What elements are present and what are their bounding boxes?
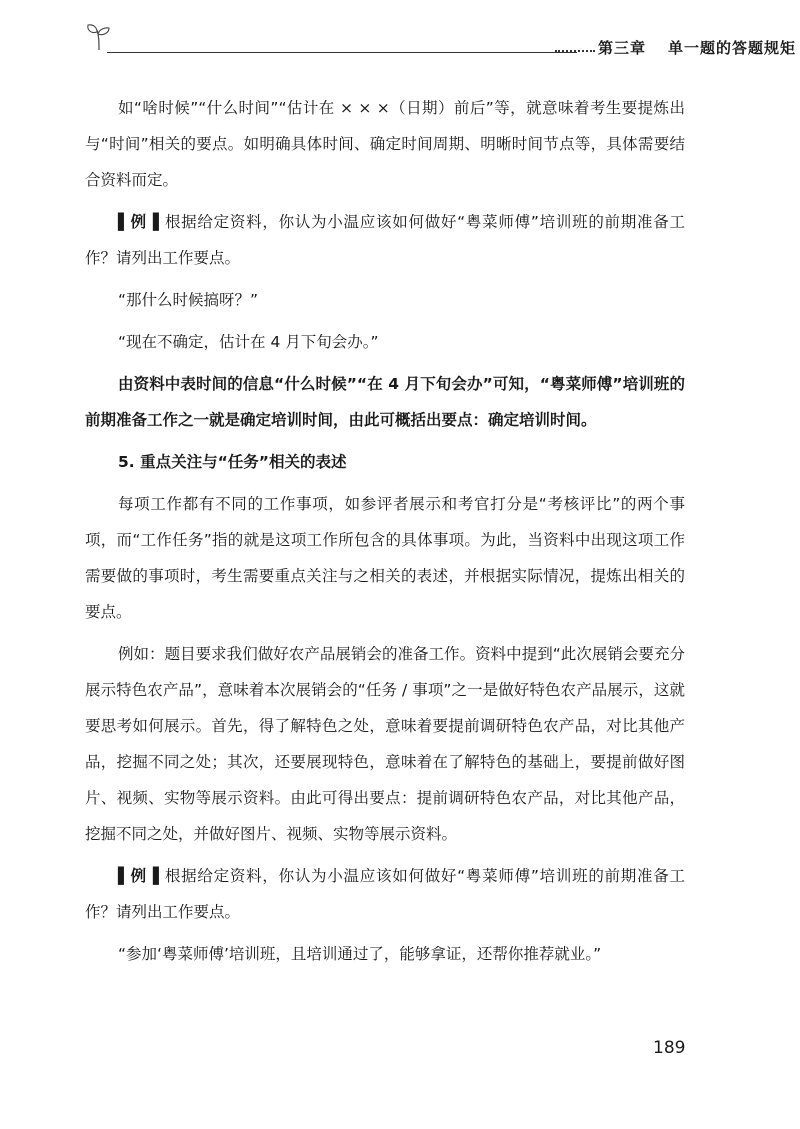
running-header (85, 22, 797, 62)
example-label-close: ▐ (146, 867, 165, 885)
header-rule-dots (555, 50, 595, 55)
paragraph: 例如：题目要求我们做好农产品展销会的准备工作。资料中提到“此次展销会要充分展示特色农产品”，意味着本次展销会的“任务 / 事项”之一是做好特色农产品展示，这就要思考如何展示。首先，得了解特色之处，意味着要提前调研特色农产品，对比其他产品，挖掘不同之处；其次，还要展现特色，意味着在了解特色的基础上，要提前做好图片、视频、实物等展示资料。由此可得出要点：提前调研特色农产品，对比其他产品，挖掘不同之处，并做好图片、视频、实物等展示资料。 (85, 645, 685, 843)
example-question (85, 858, 685, 930)
header-rule (107, 52, 577, 53)
example-label-open: ▌ (118, 867, 130, 885)
example-label: 例 (129, 213, 147, 231)
example-question (85, 204, 685, 276)
body-text (85, 90, 685, 972)
example-label: 例 (129, 867, 147, 885)
example-label-close: ▐ (146, 213, 165, 231)
paragraph: 每项工作都有不同的工作事项，如参评者展示和考官打分是“考核评比”的两个事项，而“工作任务”指的就是这项工作所包含的具体事项。为此，当资料中出现这项工作需要做的事项时，考生需要重点关注与之相关的表述，并根据实际情况，提炼出相关的要点。 (85, 495, 685, 621)
chapter-number: 第三章 (598, 39, 647, 57)
example-text: 根据给定资料，你认为小温应该如何做好“粤菜师傅”培训班的前期准备工作？请列出工作要点。 (85, 213, 685, 267)
paragraph: 如“啥时候”“什么时间”“估计在 × × ×（日期）前后”等，就意味着考生要提炼出与“时间”相关的要点。如明确具体时间、确定时间周期、明晰时间节点等，具体需要结合资料而定。 (85, 99, 685, 189)
example-text: 根据给定资料，你认为小温应该如何做好“粤菜师傅”培训班的前期准备工作？请列出工作要点。 (85, 867, 685, 921)
example-label-open: ▌ (118, 213, 130, 231)
page-number: 189 (653, 1038, 686, 1058)
quote-line: “参加‘粤菜师傅’培训班，且培训通过了，能够拿证，还帮你推荐就业。” (118, 945, 602, 963)
sprout-icon (85, 22, 113, 52)
chapter-title (598, 37, 796, 58)
section-title: 单一题的答题规矩 (668, 39, 797, 57)
quote-line: “那什么时候搞呀？” (118, 291, 259, 309)
section-heading: 5. 重点关注与“任务”相关的表述 (118, 453, 347, 471)
analysis-paragraph: 由资料中表时间的信息“什么时候”“在 4 月下旬会办”可知，“粤菜师傅”培训班的前期准备工作之一就是确定培训时间，由此可概括出要点：确定培训时间。 (85, 375, 685, 429)
quote-line: “现在不确定，估计在 4 月下旬会办。” (118, 333, 379, 351)
